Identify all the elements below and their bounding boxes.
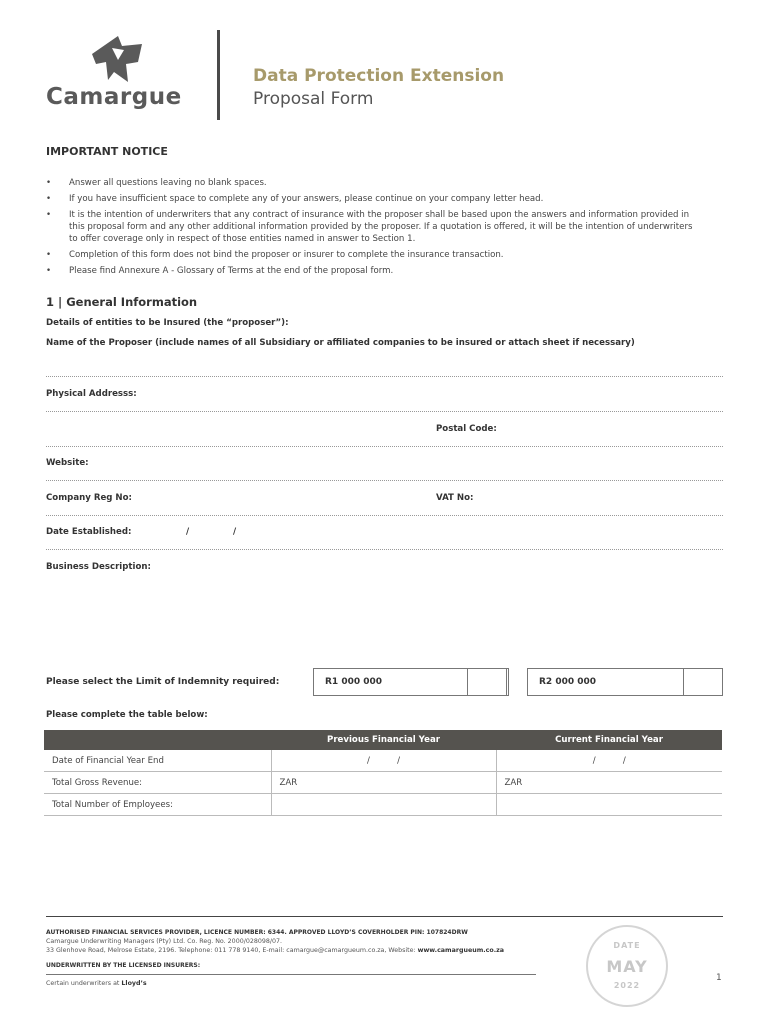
vat-label: VAT No: [436,493,474,503]
curr-revenue-field[interactable]: ZAR [496,772,722,794]
company-reg-label: Company Reg No: [46,493,132,503]
postal-code-label: Postal Code: [436,424,497,434]
table-header-row [44,730,722,750]
row-label: Total Number of Employees: [44,794,271,816]
curr-employees-field[interactable] [496,794,722,816]
curr-year-end-field[interactable]: / / [496,750,722,772]
section-heading: 1 | General Information [46,295,198,309]
footer-lloyds-name: Lloyd’s [121,980,147,987]
horse-head-icon [88,34,144,86]
date-established-field[interactable] [46,549,723,550]
date-separator: / [233,527,237,537]
form-title: Data Protection Extension [253,66,505,86]
notice-item: • Completion of this form does not bind the proposer or insurer to complete the insurance transaction. [46,249,696,261]
footer-address [46,947,504,954]
financial-table [44,730,722,816]
footer-website-link[interactable]: www.camargueum.co.za [417,947,505,954]
footer-divider [46,916,723,917]
table-row [44,750,722,772]
table-header: Current Financial Year [496,730,722,750]
prev-employees-field[interactable] [271,794,496,816]
limit-label: Please select the Limit of Indemnity required: [46,677,280,687]
notice-item: • Please find Annexure A - Glossary of Terms at the end of the proposal form. [46,265,696,277]
date-separator: / [186,527,190,537]
stamp-top: DATE [613,941,641,950]
limit-option-label: R1 000 000 [325,677,383,687]
footer-company: Camargue Underwriting Managers (Pty) Ltd. Co. Reg. No. 2000/028098/07. [46,938,282,945]
logo-wordmark: Camargue [46,84,182,110]
row-label: Date of Financial Year End [44,750,271,772]
table-row [44,794,722,816]
footer-lloyds [46,980,147,987]
website-label: Website: [46,458,89,468]
footer-licence: AUTHORISED FINANCIAL SERVICES PROVIDER, LICENCE NUMBER: 6344. APPROVED LLOYD’S COVERHOLDER PIN: 107824DRW [46,929,468,936]
stamp-month: MAY [606,957,648,976]
notice-heading: IMPORTANT NOTICE [46,145,168,158]
camargue-logo [88,34,144,86]
limit-r1m-checkbox[interactable] [467,668,507,696]
details-label: Details of entities to be Insured (the “proposer”): [46,318,289,328]
company-reg-vat-field[interactable] [46,515,723,516]
physical-address-field[interactable] [46,411,723,412]
proposer-name-field[interactable] [46,376,723,377]
header-divider [217,30,220,120]
date-stamp [586,925,668,1007]
notice-item: • It is the intention of underwriters that any contract of insurance with the proposer shall be based upon the answers and information provided in this proposal form and any other additional information provided by the proposer. If a quotation is offered, it will be the intention of underwriters to offer coverage only in respect of those entities named in answer to Section 1. [46,209,696,245]
proposer-label: Name of the Proposer (include names of all Subsidiary or affiliated companies to be insured or attach sheet if necessary) [46,338,635,348]
table-header: Previous Financial Year [271,730,496,750]
notice-list [46,177,696,281]
stamp-year: 2022 [613,981,641,990]
footer-address-text: 33 Glenhove Road, Melrose Estate, 2196. Telephone: 011 778 9140, E-mail: camargue@camargueum.co.za, Website: [46,947,416,954]
footer-underwritten: UNDERWRITTEN BY THE LICENSED INSURERS: [46,962,201,969]
footer-divider-2 [46,974,536,975]
postal-code-field[interactable] [46,446,723,447]
table-header [44,730,271,750]
footer-lloyds-text: Certain underwriters at [46,980,120,987]
website-field[interactable] [46,480,723,481]
table-intro: Please complete the table below: [46,710,208,720]
form-subtitle: Proposal Form [253,89,374,109]
page-number: 1 [716,973,722,983]
row-label: Total Gross Revenue: [44,772,271,794]
physical-address-label: Physical Addresss: [46,389,137,399]
limit-option-label: R2 000 000 [539,677,597,687]
business-description-label: Business Description: [46,562,151,572]
prev-year-end-field[interactable]: / / [271,750,496,772]
table-row [44,772,722,794]
date-established-label: Date Established: [46,527,132,537]
notice-item: • Answer all questions leaving no blank spaces. [46,177,696,189]
prev-revenue-field[interactable]: ZAR [271,772,496,794]
notice-item: • If you have insufficient space to complete any of your answers, please continue on your company letter head. [46,193,696,205]
limit-r2m-checkbox[interactable] [683,668,723,696]
business-description-field[interactable] [46,578,723,658]
